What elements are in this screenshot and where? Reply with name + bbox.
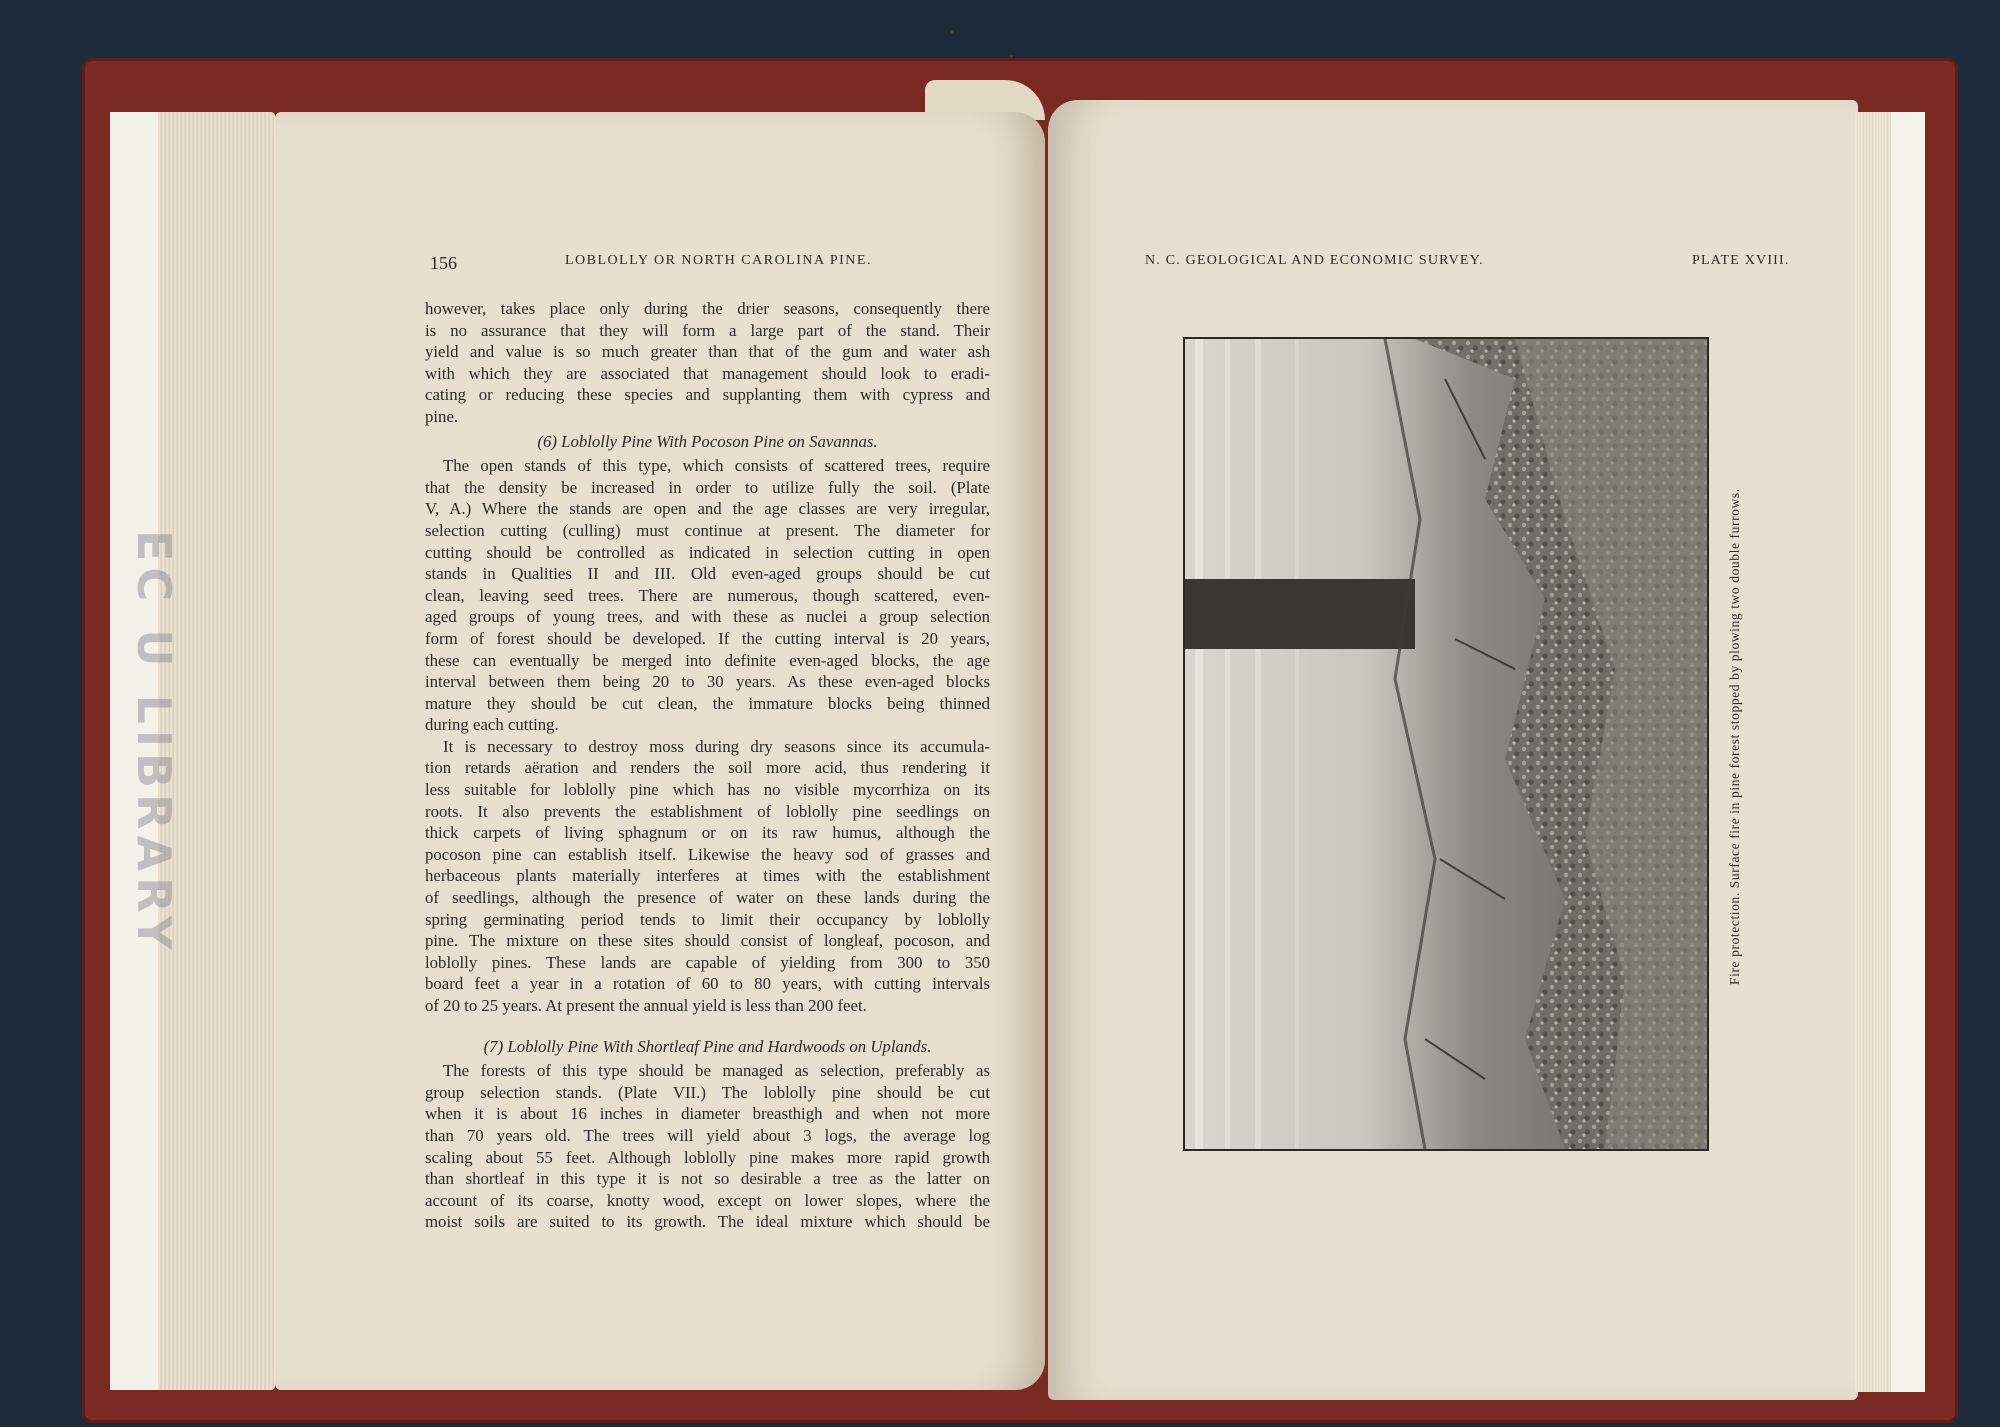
text-line: is no assurance that they will form a large part of the stand. Their — [425, 320, 990, 340]
text-line: when it is about 16 inches in diameter breasthigh and when not more — [425, 1104, 990, 1124]
dust-speck — [1010, 55, 1013, 58]
text-line: The forests of this type should be managed as selection, preferably as — [443, 1061, 990, 1081]
library-stamp: EC U LIBRARY — [127, 530, 181, 956]
text-line: scaling about 55 feet. Although loblolly pine makes more rapid growth — [425, 1147, 990, 1167]
text-line: moist soils are suited to its growth. The ideal mixture which should be — [425, 1212, 990, 1232]
right-page-edges — [1855, 112, 1925, 1392]
right-running-head: N. C. GEOLOGICAL AND ECONOMIC SURVEY. — [1145, 253, 1484, 268]
text-line: of seedlings, although the presence of water on these lands during the — [425, 888, 990, 908]
text-line: interval between them being 20 to 30 years. As these even-aged blocks — [425, 672, 990, 692]
text-line: however, takes place only during the drier seasons, consequently there — [425, 299, 990, 318]
forest-photograph — [1183, 337, 1709, 1151]
text-line: board feet a year in a rotation of 60 to 80 years, with cutting intervals — [425, 974, 990, 994]
text-line: thick carpets of living sphagnum or on its raw humus, although the — [425, 823, 990, 843]
plate-caption: Fire protection. Surface fire in pine forest stopped by plowing two double furrows. — [1727, 488, 1742, 985]
text-line: herbaceous plants materially interferes at times with the establishment — [425, 866, 990, 886]
text-line: spring germinating period tends to limit their occupancy by loblolly — [425, 909, 990, 929]
text-line: with which they are associated that management should look to eradi- — [425, 363, 990, 383]
plate-label: PLATE XVIII. — [1692, 253, 1790, 268]
text-line: these can eventually be merged into definite even-aged blocks, the age — [425, 650, 990, 670]
text-line: than 70 years old. The trees will yield about 3 logs, the average log — [425, 1125, 990, 1145]
text-line: tion retards aëration and renders the soil more acid, thus rendering it — [425, 758, 990, 778]
text-line: clean, leaving seed trees. There are numerous, though scattered, even- — [425, 585, 990, 605]
text-line: loblolly pines. These lands are capable of yielding from 300 to 350 — [425, 952, 990, 972]
text-line: cating or reducing these species and supplanting them with cypress and — [425, 385, 990, 405]
text-line: stands in Qualities II and III. Old even-aged groups should be cut — [425, 564, 990, 584]
text-line: account of its coarse, knotty wood, except on lower slopes, where the — [425, 1190, 990, 1210]
text-line: group selection stands. (Plate VII.) The loblolly pine should be cut — [425, 1082, 990, 1102]
text-line: The open stands of this type, which consists of scattered trees, require — [443, 456, 990, 476]
left-running-head: LOBLOLLY OR NORTH CAROLINA PINE. — [565, 253, 872, 268]
text-line: pine. The mixture on these sites should consist of longleaf, pocoson, and — [425, 931, 990, 951]
text-line: during each cutting. — [425, 715, 559, 735]
text-line: less suitable for loblolly pine which has no visible mycorrhiza on its — [425, 780, 990, 800]
text-line: of 20 to 25 years. At present the annual yield is less than 200 feet. — [425, 996, 867, 1015]
text-line: roots. It also prevents the establishment of loblolly pine seedlings on — [425, 801, 990, 821]
text-line: cutting should be controlled as indicated in selection cutting in open — [425, 542, 990, 562]
text-line: V, A.) Where the stands are open and the age classes are very irregular, — [425, 499, 990, 519]
page-number: 156 — [430, 253, 457, 273]
text-line: aged groups of young trees, and with these as nuclei a group selection — [425, 607, 990, 627]
text-line: selection cutting (culling) must continue at present. The diameter for — [425, 520, 990, 540]
text-line: than shortleaf in this type it is not so desirable a tree as the latter on — [425, 1169, 990, 1189]
body-text — [425, 298, 990, 1233]
dust-speck — [950, 30, 954, 34]
text-line: mature they should be cut clean, the immature blocks being thinned — [425, 693, 990, 713]
text-line: pocoson pine can establish itself. Likewise the heavy sod of grasses and — [425, 844, 990, 864]
section-heading-6: (6) Loblolly Pine With Pocoson Pine on Savannas. — [537, 431, 878, 451]
text-line: form of forest should be developed. If the cutting interval is 20 years, — [425, 628, 990, 648]
text-line: yield and value is so much greater than that of the gum and water ash — [425, 342, 990, 362]
text-line: It is necessary to destroy moss during dry seasons since its accumula- — [443, 736, 990, 756]
section-heading-7: (7) Loblolly Pine With Shortleaf Pine and Hardwoods on Uplands. — [483, 1036, 932, 1056]
text-line: pine. — [425, 406, 459, 426]
text-line: that the density be increased in order to utilize fully the soil. (Plate — [425, 477, 990, 497]
